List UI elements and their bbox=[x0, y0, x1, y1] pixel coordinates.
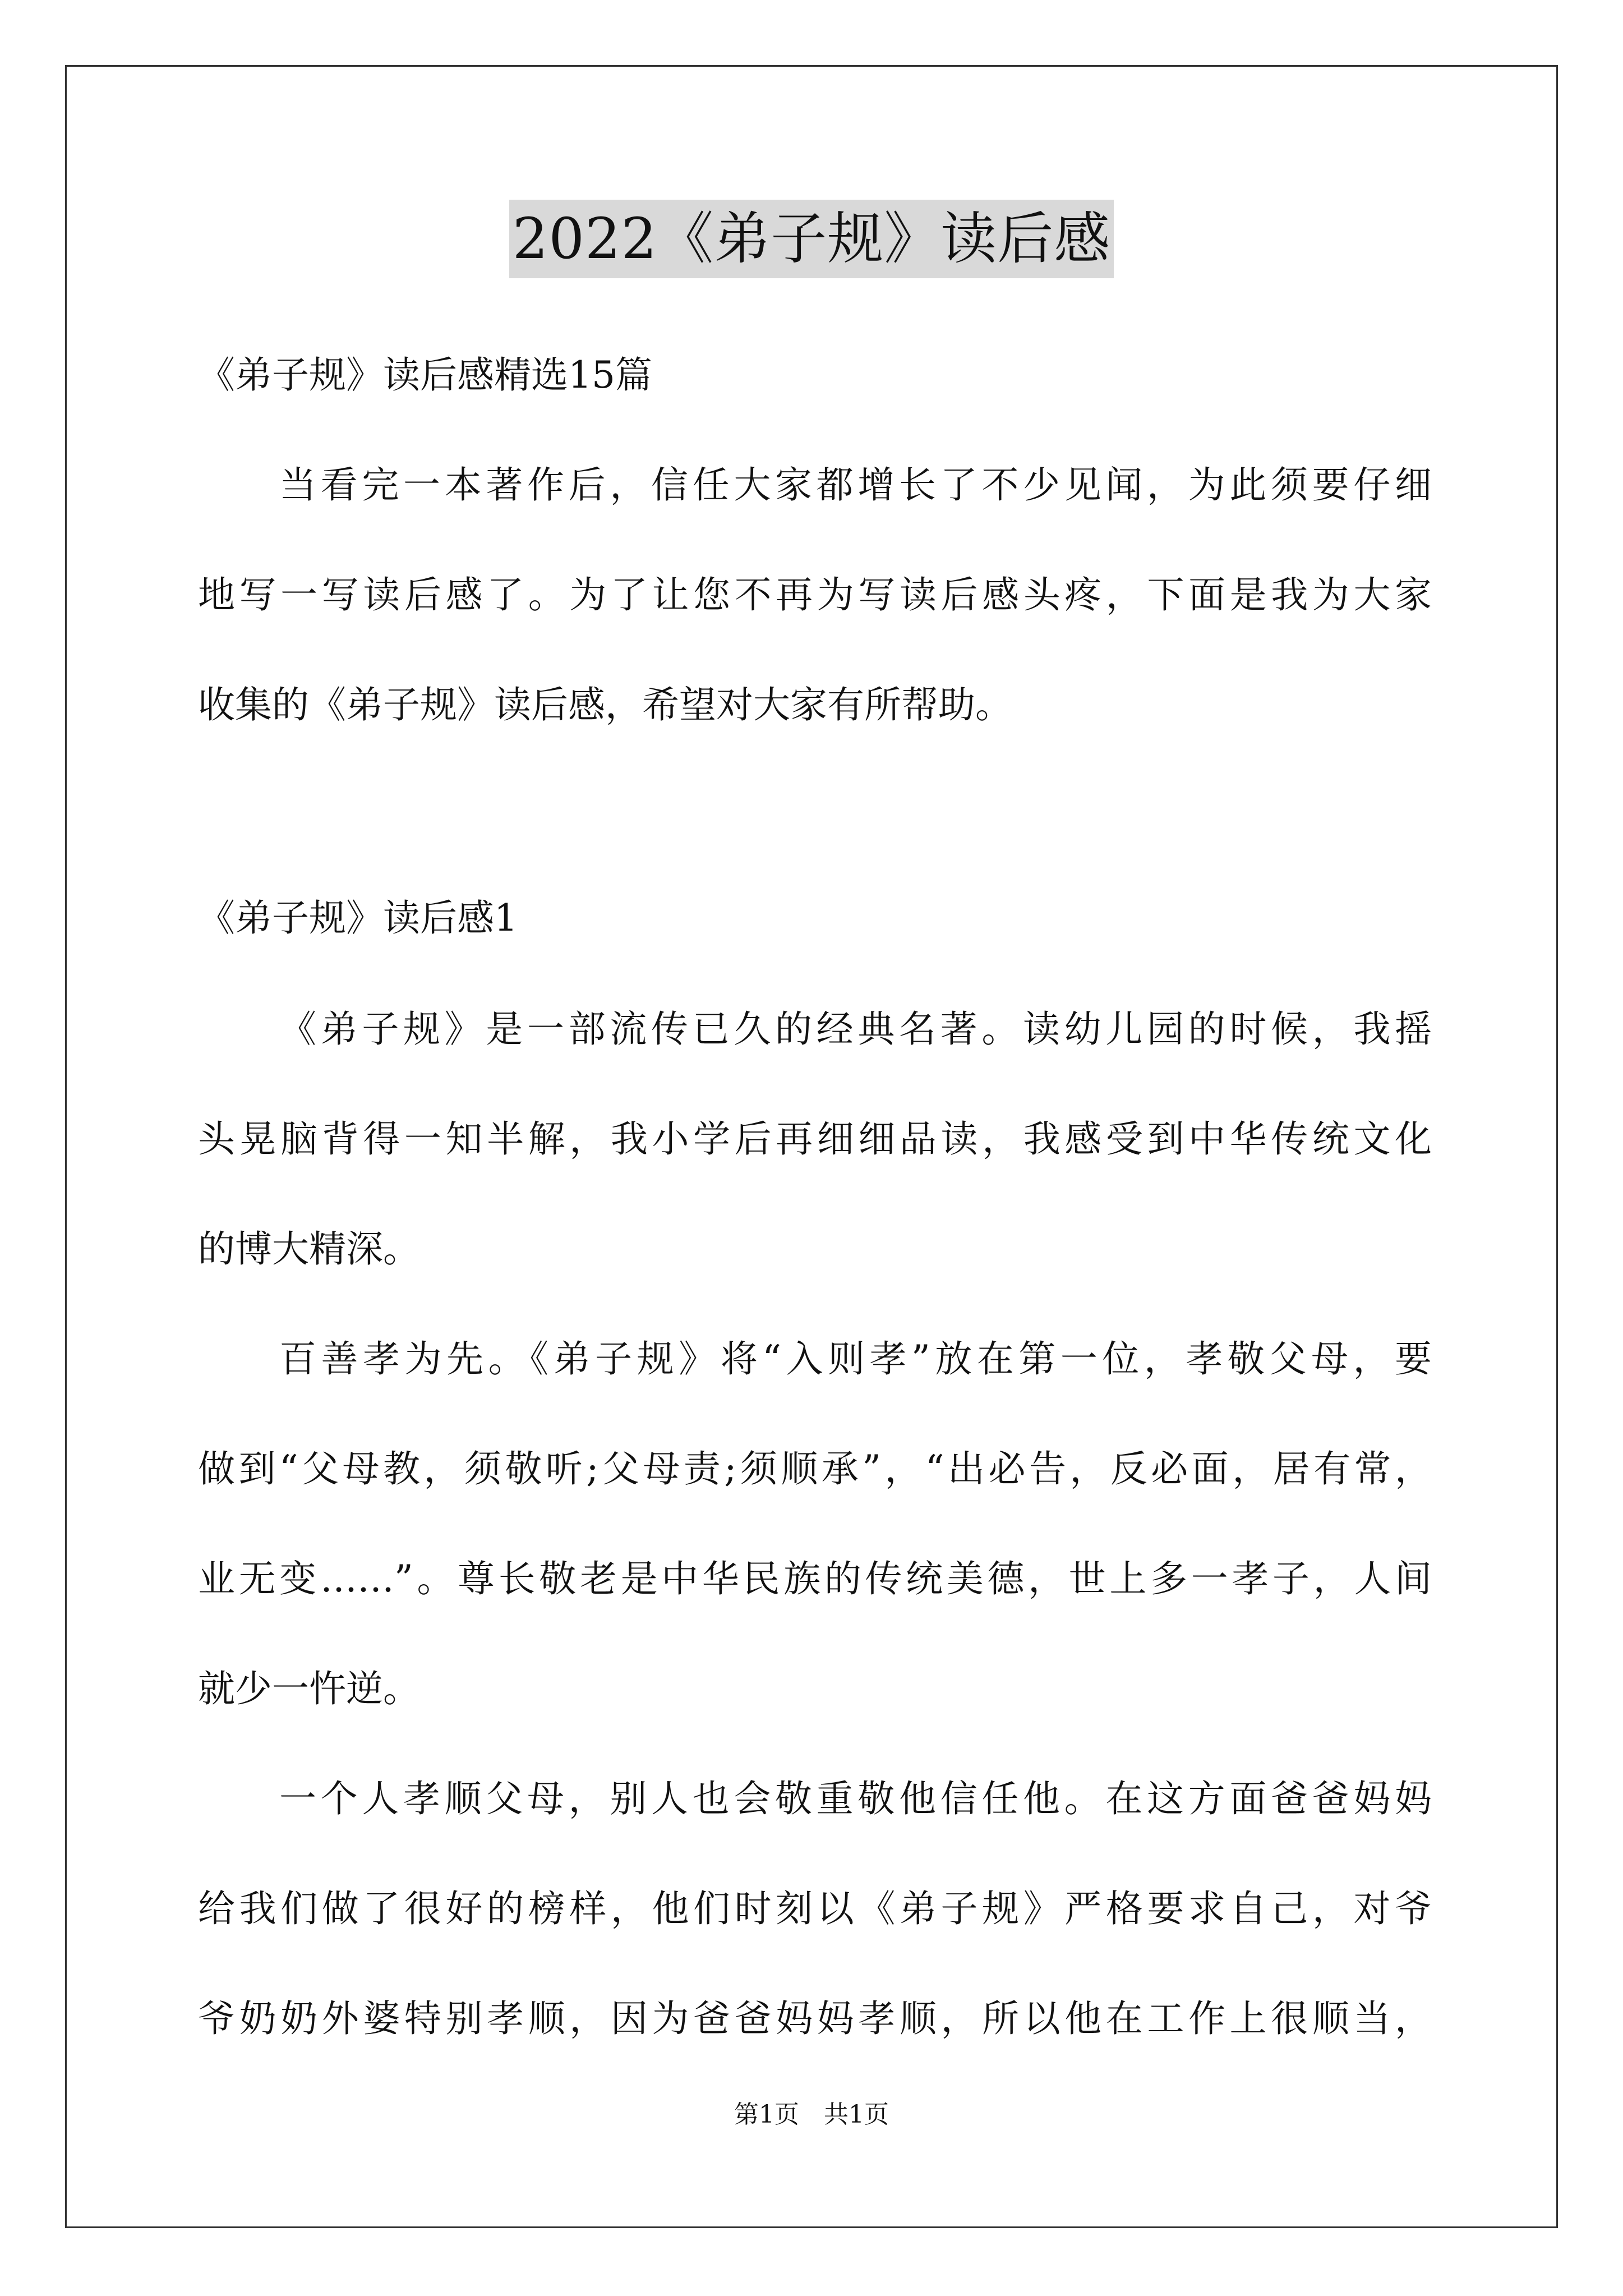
paragraph2-line-2: 做到“父母教，须敬听;父母责;须顺承”，“出必告，反必面，居有常， bbox=[198, 1447, 1432, 1490]
paragraph3-line-2: 给我们做了很好的榜样，他们时刻以《弟子规》严格要求自己，对爷 bbox=[198, 1887, 1432, 1930]
intro-line-2: 地写一写读后感了。为了让您不再为写读后感头疼，下面是我为大家 bbox=[198, 573, 1432, 616]
title-container bbox=[0, 200, 1623, 278]
paragraph1-line-1: 《弟子规》是一部流传已久的经典名著。读幼儿园的时候，我摇 bbox=[279, 1007, 1432, 1051]
paragraph1-line-2: 头晃脑背得一知半解，我小学后再细细品读，我感受到中华传统文化 bbox=[198, 1117, 1432, 1161]
intro-line-1: 当看完一本著作后，信任大家都增长了不少见闻，为此须要仔细 bbox=[279, 463, 1432, 507]
page-number: 第1页 共1页 bbox=[734, 2100, 889, 2129]
section-heading: 《弟子规》读后感1 bbox=[198, 896, 518, 940]
paragraph2-line-1: 百善孝为先。《弟子规》将“入则孝”放在第一位，孝敬父母，要 bbox=[279, 1337, 1432, 1381]
paragraph3-line-1: 一个人孝顺父母，别人也会敬重敬他信任他。在这方面爸爸妈妈 bbox=[279, 1777, 1432, 1820]
paragraph1-line-3: 的博大精深。 bbox=[198, 1227, 420, 1271]
document-subtitle: 《弟子规》读后感精选15篇 bbox=[198, 353, 652, 397]
document-title: 2022《弟子规》读后感 bbox=[509, 200, 1114, 278]
paragraph2-line-3: 业无变……”。尊长敬老是中华民族的传统美德，世上多一孝子，人间 bbox=[198, 1557, 1432, 1600]
intro-line-3: 收集的《弟子规》读后感，希望对大家有所帮助。 bbox=[198, 683, 1012, 726]
paragraph2-line-4: 就少一忤逆。 bbox=[198, 1667, 420, 1710]
paragraph3-line-3: 爷奶奶外婆特别孝顺，因为爸爸妈妈孝顺，所以他在工作上很顺当， bbox=[198, 1997, 1432, 2040]
